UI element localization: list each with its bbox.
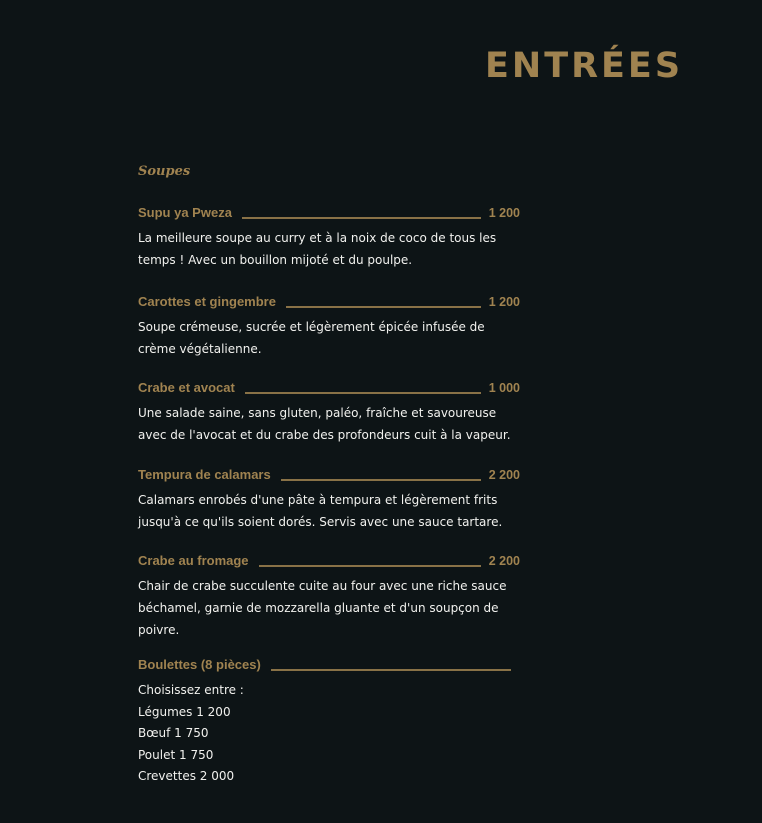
dotted-leader-divider: [259, 565, 481, 567]
menu-item-header: [138, 291, 520, 313]
menu-item-name: Boulettes (8 pièces): [138, 657, 261, 672]
menu-item-name: Supu ya Pweza: [138, 205, 232, 220]
menu-item-price: 1 000: [488, 381, 520, 395]
menu-item-price: 1 200: [488, 206, 520, 220]
dotted-leader-divider: [245, 392, 481, 394]
boulettes-options-list: [138, 680, 520, 788]
menu-item-description: Une salade saine, sans gluten, paléo, fraîche et savoureuse avec de l'avocat et du crabe des profondeurs cuit à la vapeur.: [138, 406, 511, 442]
option-item: Légumes 1 200: [138, 704, 231, 719]
menu-item-price: 2 200: [488, 554, 520, 568]
dotted-leader-divider: [281, 479, 481, 481]
option-item: Crevettes 2 000: [138, 769, 235, 784]
option-item: Poulet 1 750: [138, 747, 214, 762]
menu-item: [138, 202, 520, 271]
option-item: Bœuf 1 750: [138, 726, 209, 741]
menu-item: [138, 377, 520, 446]
menu-item-description: Calamars enrobés d'une pâte à tempura et légèrement frits jusqu'à ce qu'ils soient dorés. Servis avec une sauce tartare.: [138, 493, 503, 529]
dotted-leader-divider: [242, 217, 481, 219]
menu-item-price: 2 200: [488, 468, 520, 482]
menu-item: [138, 291, 520, 360]
section-heading-soupes: Soupes: [138, 164, 191, 179]
menu-item-header: [138, 464, 520, 486]
dotted-leader-divider: [271, 669, 511, 671]
menu-item: [138, 550, 520, 641]
menu-item-header: [138, 654, 511, 676]
menu-item-name: Tempura de calamars: [138, 467, 271, 482]
menu-item-header: [138, 550, 520, 572]
menu-item-name: Crabe au fromage: [138, 553, 249, 568]
menu-list: [138, 202, 520, 788]
menu-item-name: Carottes et gingembre: [138, 294, 276, 309]
menu-item-header: [138, 202, 520, 224]
dotted-leader-divider: [286, 306, 481, 308]
menu-item-header: [138, 377, 520, 399]
menu-item-price: 1 200: [488, 295, 520, 309]
menu-item-description: Chair de crabe succulente cuite au four avec une riche sauce béchamel, garnie de mozzarella gluante et d'un soupçon de poivre.: [138, 579, 507, 637]
page-title: ENTRÉES: [485, 46, 684, 86]
menu-item-description: Soupe crémeuse, sucrée et légèrement épicée infusée de crème végétalienne.: [138, 320, 485, 356]
menu-item-name: Crabe et avocat: [138, 380, 235, 395]
menu-item: [138, 464, 520, 533]
menu-item-boulettes: [138, 654, 520, 788]
options-intro: Choisissez entre :: [138, 683, 244, 697]
menu-item-description: La meilleure soupe au curry et à la noix de coco de tous les temps ! Avec un bouillon mijoté et du poulpe.: [138, 231, 497, 267]
